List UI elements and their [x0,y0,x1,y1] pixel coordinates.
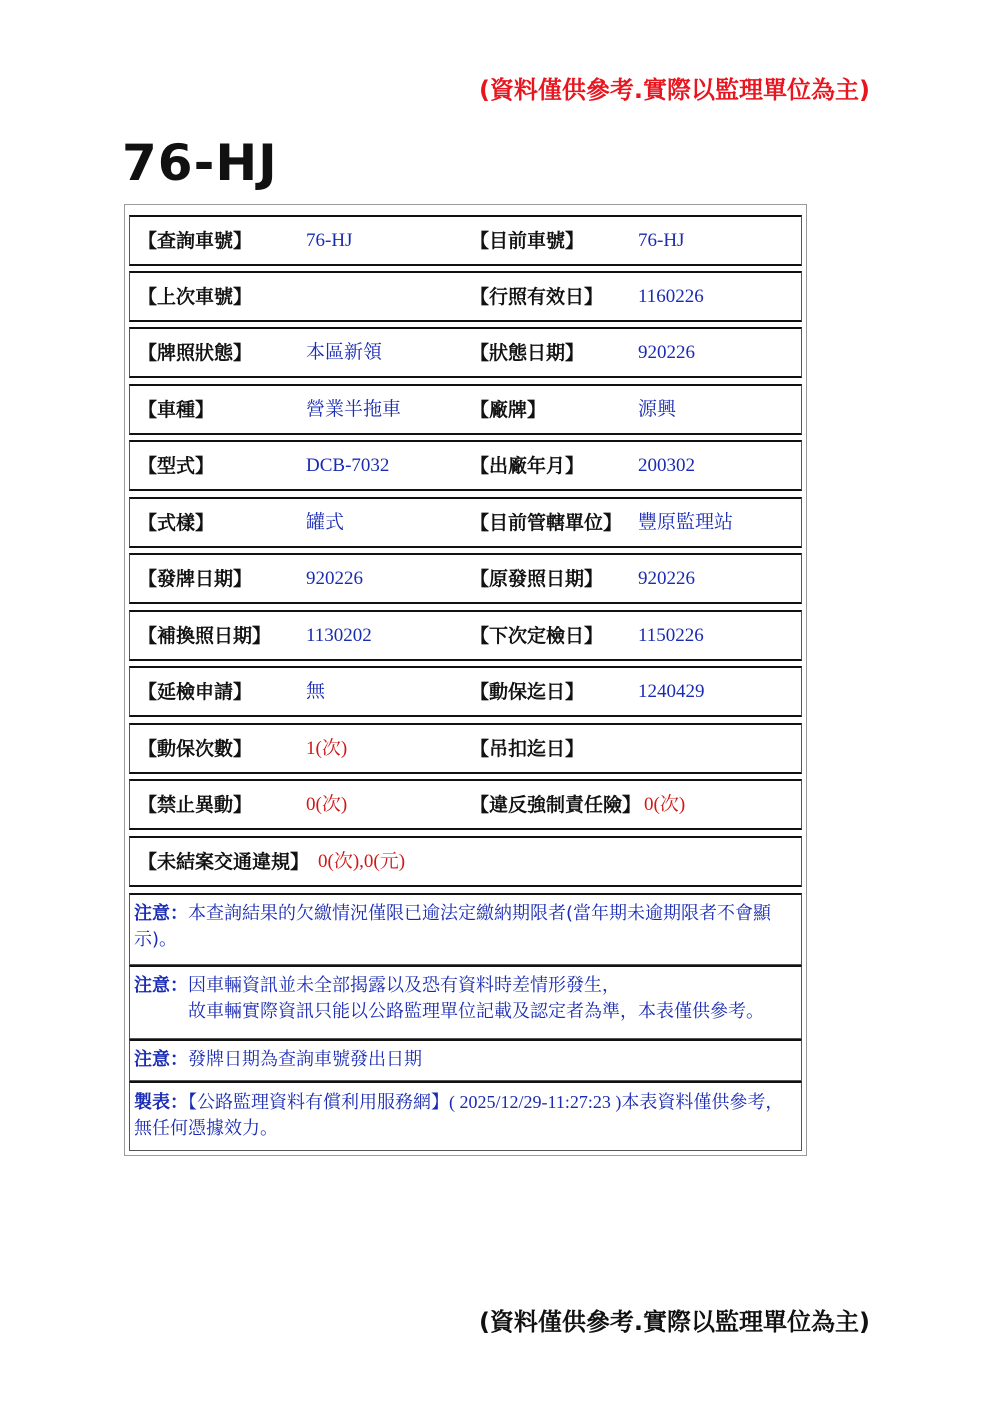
field-label: 【型式】 [138,455,215,477]
field-value: 1240429 [638,681,705,702]
note-text: 發牌日期為查詢車號發出日期 [188,1049,422,1070]
field-label: 【違反強制責任險】 [470,794,642,816]
field-label: 【狀態日期】 [470,342,585,364]
field-value: 無 [306,681,326,702]
table-row [129,440,802,491]
table-row [129,779,802,830]
field-value: 罐式 [306,512,345,533]
note-arrears [129,893,802,965]
table-row [129,836,802,887]
field-value: 1150226 [638,625,704,646]
note-produced-by [129,1081,802,1151]
field-label: 【發牌日期】 [138,568,253,590]
table-row [129,327,802,378]
field-value: 1130202 [306,625,372,646]
field-label: 【動保次數】 [138,738,253,760]
table-row [129,610,802,661]
table-row [129,384,802,435]
field-label: 【禁止異動】 [138,794,253,816]
field-label: 【上次車號】 [138,286,253,308]
table-row [129,497,802,548]
vehicle-info-table [124,204,807,1156]
field-value: 本區新領 [306,342,383,363]
note-label: 製表： [134,1092,188,1113]
field-value: 1160226 [638,286,704,307]
field-label: 【出廠年月】 [470,455,585,477]
field-value: 0(次),0(元) [318,851,406,872]
table-row [129,215,802,266]
field-value: 920226 [638,342,695,363]
field-value: 營業半拖車 [306,399,402,420]
table-row [129,553,802,604]
field-label: 【吊扣迄日】 [470,738,585,760]
note-disclosure [129,965,802,1039]
table-row [129,723,802,774]
field-value: 1(次) [306,738,348,759]
field-label: 【原發照日期】 [470,568,604,590]
page-title: 76-HJ [122,134,278,192]
field-label: 【未結案交通違規】 [138,851,310,873]
field-label: 【目前車號】 [470,230,585,252]
field-value: 豐原監理站 [638,512,734,533]
field-label: 【牌照狀態】 [138,342,253,364]
field-label: 【動保迄日】 [470,681,585,703]
field-label: 【目前管轄單位】 [470,512,623,534]
field-value: 76-HJ [638,230,685,251]
source-name: 【公路監理資料有償利用服務網】 [188,1092,449,1113]
field-label: 【下次定檢日】 [470,625,604,647]
table-row [129,271,802,322]
disclaimer-bottom: (資料僅供參考.實際以監理單位為主) [478,1308,870,1336]
field-label: 【廠牌】 [470,399,547,421]
field-value: 76-HJ [306,230,353,251]
note-text: 本表資料僅供參考，無任何憑據效力。 [134,1092,784,1139]
disclaimer-top: (資料僅供參考.實際以監理單位為主) [478,76,870,104]
field-value: 源興 [638,399,677,420]
note-label: 注意： [134,1049,188,1070]
note-label: 注意： [134,903,188,924]
timestamp: ( 2025/12/29-11:27:23 ) [449,1092,622,1112]
note-text: 故車輛實際資訊只能以公路監理單位記載及認定者為準，本表僅供參考。 [188,1001,764,1022]
note-label: 注意： [134,975,188,996]
field-value: 920226 [306,568,363,589]
field-value: 0(次) [306,794,348,815]
field-label: 【車種】 [138,399,215,421]
field-value: 920226 [638,568,695,589]
note-text: 因車輛資訊並未全部揭露以及恐有資料時差情形發生， [188,975,620,996]
field-value: 0(次) [644,794,686,815]
note-text: 本查詢結果的欠繳情況僅限已逾法定繳納期限者(當年期未逾期限者不會顯示)。 [134,903,772,950]
field-value: 200302 [638,455,695,476]
field-label: 【查詢車號】 [138,230,253,252]
table-row [129,666,802,717]
note-issue-date [129,1039,802,1081]
field-label: 【補換照日期】 [138,625,272,647]
field-label: 【延檢申請】 [138,681,253,703]
field-value: DCB-7032 [306,455,390,476]
field-label: 【行照有效日】 [470,286,604,308]
field-label: 【式樣】 [138,512,215,534]
